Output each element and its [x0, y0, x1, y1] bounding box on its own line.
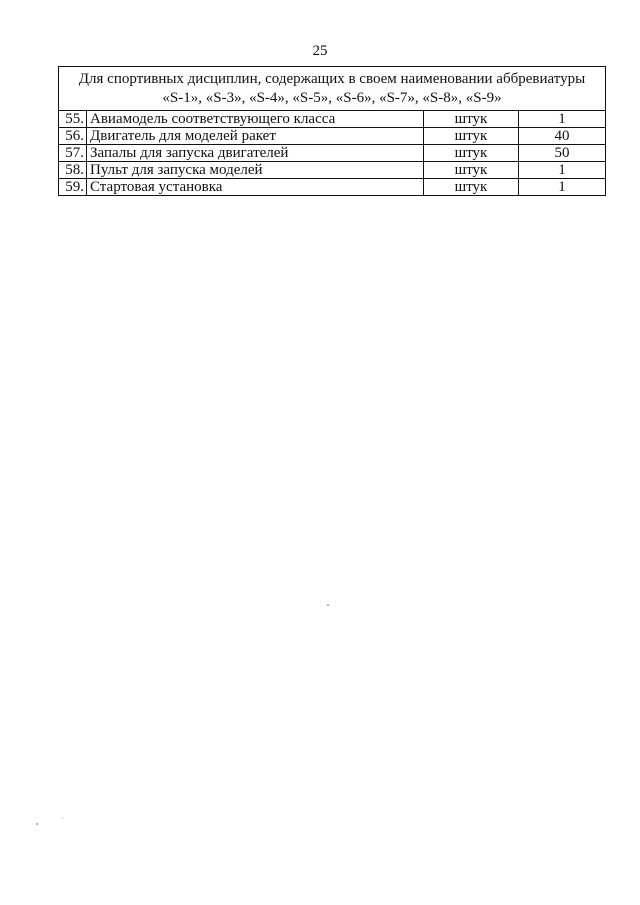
scan-speck — [36, 823, 38, 825]
scan-speck — [327, 604, 329, 606]
row-number: 57. — [59, 145, 87, 162]
item-unit: штук — [424, 145, 519, 162]
item-name: Пульт для запуска моделей — [87, 162, 424, 179]
table-row — [59, 128, 606, 145]
item-name: Запалы для запуска двигателей — [87, 145, 424, 162]
equipment-table — [58, 66, 606, 196]
section-header-line1: Для спортивных дисциплин, содержащих в своем наименовании аббревиатуры — [78, 71, 586, 87]
row-number: 56. — [59, 128, 87, 145]
row-number: 58. — [59, 162, 87, 179]
item-quantity: 1 — [519, 162, 606, 179]
item-quantity: 1 — [519, 111, 606, 128]
item-unit: штук — [424, 128, 519, 145]
row-number: 59. — [59, 179, 87, 196]
table-row — [59, 179, 606, 196]
page-number: 25 — [312, 43, 328, 59]
section-header-row — [59, 67, 606, 111]
section-header-line2: «S-1», «S-3», «S-4», «S-5», «S-6», «S-7», «S-8», «S-9» — [162, 90, 502, 106]
table-row — [59, 145, 606, 162]
item-unit: штук — [424, 111, 519, 128]
table-row — [59, 111, 606, 128]
item-name: Стартовая установка — [87, 179, 424, 196]
item-quantity: 50 — [519, 145, 606, 162]
item-name: Двигатель для моделей ракет — [87, 128, 424, 145]
item-unit: штук — [424, 179, 519, 196]
item-quantity: 40 — [519, 128, 606, 145]
item-unit: штук — [424, 162, 519, 179]
item-name: Авиамодель соответствующего класса — [87, 111, 424, 128]
row-number: 55. — [59, 111, 87, 128]
item-quantity: 1 — [519, 179, 606, 196]
table-row — [59, 162, 606, 179]
section-header — [59, 67, 606, 111]
scan-speck — [62, 818, 63, 819]
